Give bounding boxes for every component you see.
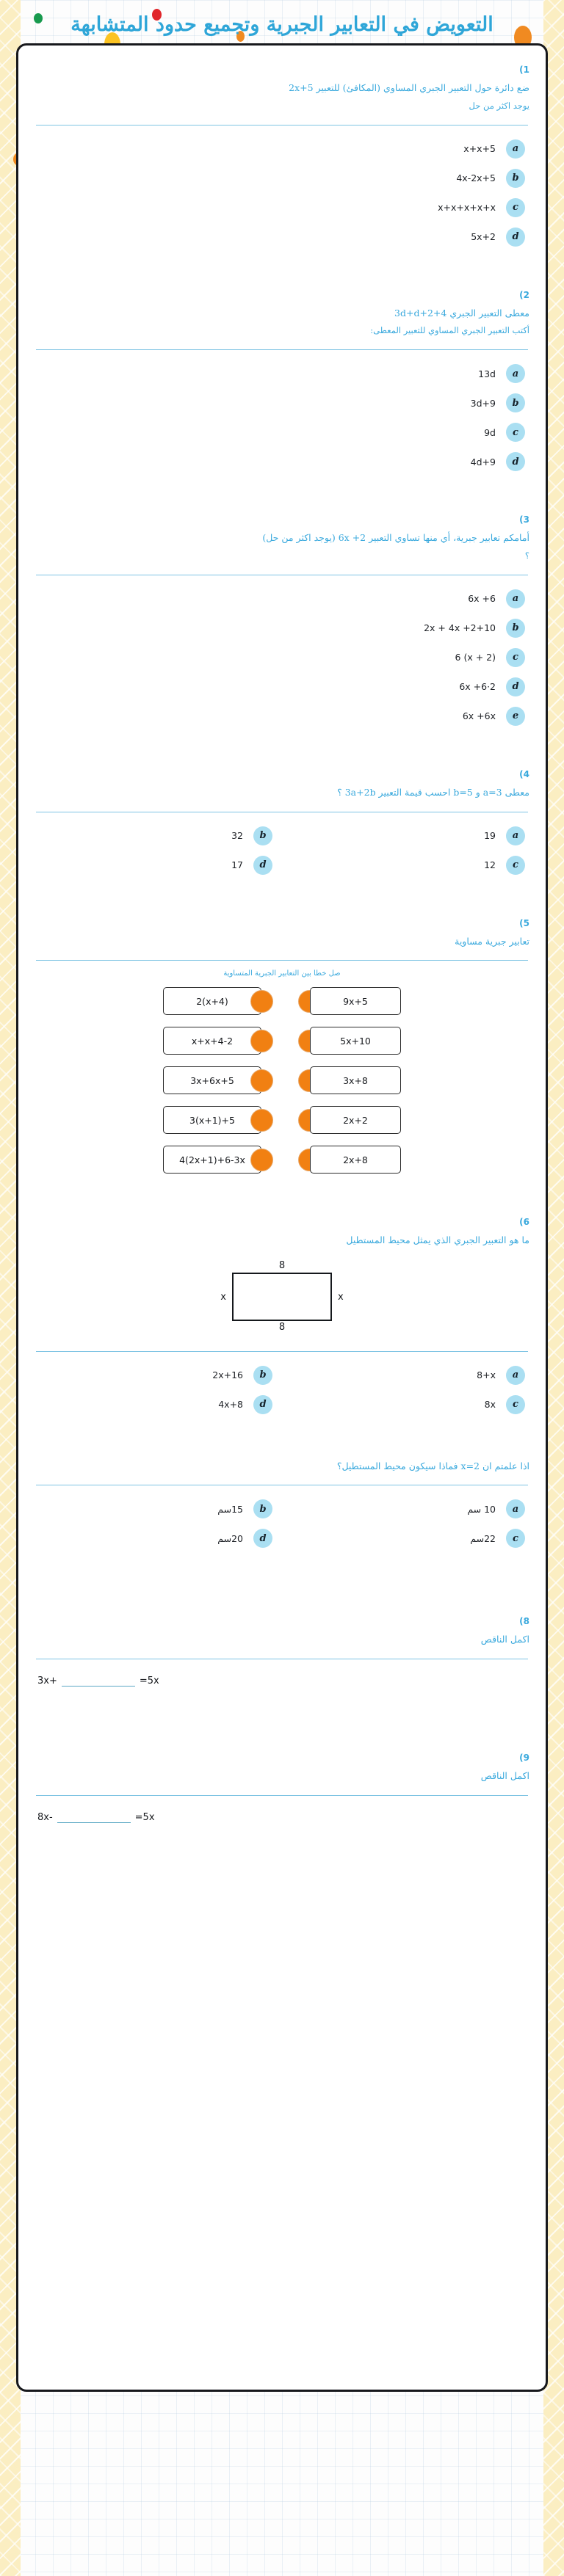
question-number-6: 6) bbox=[519, 1217, 529, 1228]
question-subtext-3: ؟ bbox=[524, 550, 529, 561]
section-divider bbox=[36, 960, 528, 961]
options-list-3 bbox=[32, 584, 532, 731]
question-number-4: 4) bbox=[519, 768, 529, 779]
fill-prefix: 8x- bbox=[37, 1811, 53, 1823]
option-bubble-a[interactable]: a bbox=[506, 364, 525, 383]
option-bubble-b[interactable]: b bbox=[253, 1499, 272, 1518]
option-row[interactable] bbox=[32, 702, 532, 731]
match-box-right[interactable]: 2x+2 bbox=[310, 1106, 401, 1134]
match-connector-dot[interactable] bbox=[250, 1069, 273, 1092]
option-row[interactable] bbox=[32, 193, 532, 222]
matching-area bbox=[32, 985, 532, 1179]
option-label: 4x-2x+5 bbox=[456, 172, 496, 184]
option-label: 15سم bbox=[217, 1503, 243, 1515]
option-row[interactable] bbox=[284, 1494, 532, 1524]
option-row[interactable] bbox=[32, 164, 532, 193]
question-block-3 bbox=[32, 514, 532, 731]
match-column-left bbox=[163, 986, 273, 1174]
fill-blank-input[interactable] bbox=[62, 1676, 135, 1687]
options-list-7 bbox=[32, 1494, 532, 1553]
option-label: x+x+5 bbox=[463, 143, 496, 155]
match-row[interactable] bbox=[298, 1105, 401, 1135]
question-block-8 bbox=[32, 1616, 532, 1689]
options-list-4 bbox=[32, 821, 532, 880]
option-bubble-d[interactable]: d bbox=[506, 228, 525, 247]
option-label: 4x+8 bbox=[218, 1399, 243, 1411]
option-bubble-a[interactable]: a bbox=[506, 589, 525, 608]
option-label: 6x +6 bbox=[468, 593, 496, 605]
fill-blank-input[interactable] bbox=[57, 1812, 131, 1823]
option-bubble-d[interactable]: d bbox=[253, 856, 272, 875]
rectangle-shape bbox=[232, 1273, 332, 1321]
option-label: 8+x bbox=[477, 1369, 496, 1381]
option-label: 32 bbox=[231, 830, 243, 842]
option-bubble-c[interactable]: c bbox=[506, 1529, 525, 1548]
option-row[interactable] bbox=[284, 1361, 532, 1390]
option-bubble-d[interactable]: d bbox=[253, 1395, 272, 1414]
spacer bbox=[32, 1572, 532, 1616]
match-row[interactable] bbox=[163, 1026, 273, 1055]
section-divider bbox=[36, 1351, 528, 1352]
match-connector-dot[interactable] bbox=[250, 990, 273, 1013]
option-row[interactable] bbox=[284, 851, 532, 880]
rectangle-figure bbox=[205, 1258, 359, 1336]
question-text-2: معطى التعبير الجبري 3d+d+2+4 bbox=[394, 307, 529, 319]
spacer bbox=[32, 1198, 532, 1217]
option-bubble-d[interactable]: d bbox=[506, 452, 525, 471]
match-box-left[interactable]: 4(2x+1)+6-3x bbox=[163, 1146, 261, 1174]
match-column-right bbox=[298, 986, 401, 1174]
option-row[interactable] bbox=[32, 418, 532, 447]
question-subtext-1: يوجد اكثر من حل bbox=[469, 100, 529, 111]
question-number-2: 2) bbox=[519, 289, 529, 300]
question-block-4 bbox=[32, 769, 532, 880]
option-bubble-c[interactable]: c bbox=[506, 648, 525, 667]
option-bubble-d[interactable]: d bbox=[506, 677, 525, 696]
question-block-1 bbox=[32, 65, 532, 252]
question-text-9: اكمل الناقص bbox=[480, 1770, 529, 1782]
option-label: 10 سم bbox=[467, 1503, 496, 1515]
option-row[interactable] bbox=[32, 614, 532, 643]
worksheet-header bbox=[0, 0, 564, 43]
match-box-left[interactable]: 2(x+4) bbox=[163, 987, 261, 1015]
rectangle-left-label: x bbox=[220, 1291, 226, 1303]
match-box-right[interactable]: 3x+8 bbox=[310, 1066, 401, 1094]
options-list-1 bbox=[32, 134, 532, 252]
match-instruction: صل خطا بين التعابير الجبرية المتساوية bbox=[223, 969, 341, 978]
option-bubble-b[interactable]: b bbox=[253, 826, 272, 845]
option-label: 17 bbox=[231, 859, 243, 871]
option-label: 22سم bbox=[470, 1532, 496, 1544]
match-row[interactable] bbox=[163, 1145, 273, 1174]
question-block-7 bbox=[32, 1458, 532, 1554]
match-row[interactable] bbox=[298, 1026, 401, 1055]
section-divider bbox=[36, 1795, 528, 1796]
option-bubble-a[interactable]: a bbox=[506, 1499, 525, 1518]
match-box-right[interactable]: 5x+10 bbox=[310, 1027, 401, 1055]
question-number-3: 3) bbox=[519, 514, 529, 525]
question-text-3: أمامكم تعابير جبرية، أي منها تساوي التعبير 2+ 6x (يوجد اكثر من حل) bbox=[262, 532, 529, 544]
question-subtext-2: أكتب التعبير الجبري المساوي للتعبير المعطى: bbox=[370, 325, 529, 336]
match-box-right[interactable]: 2x+8 bbox=[310, 1146, 401, 1174]
match-box-left[interactable]: 3x+6x+5 bbox=[163, 1066, 261, 1094]
match-row[interactable] bbox=[163, 986, 273, 1016]
question-text-6: ما هو التعبير الجبري الذي يمثل محيط المستطيل bbox=[346, 1234, 529, 1246]
option-bubble-e[interactable]: e bbox=[506, 707, 525, 726]
option-label: 20سم bbox=[217, 1532, 243, 1544]
match-connector-dot[interactable] bbox=[250, 1030, 273, 1052]
question-text-8: اكمل الناقص bbox=[480, 1634, 529, 1645]
spacer bbox=[32, 750, 532, 769]
question-number-5: 5) bbox=[519, 917, 529, 928]
match-box-right[interactable]: 9x+5 bbox=[310, 987, 401, 1015]
option-bubble-d[interactable]: d bbox=[253, 1529, 272, 1548]
question-text-7: اذا علمتم ان x=2 فماذا سيكون محيط المستطيل؟ bbox=[336, 1460, 529, 1471]
match-row[interactable] bbox=[298, 986, 401, 1016]
option-row[interactable] bbox=[32, 1361, 280, 1390]
option-label: 6x +6·2 bbox=[459, 681, 496, 693]
worksheet-card bbox=[16, 43, 548, 2392]
question-number-9: 9) bbox=[519, 1753, 529, 1764]
spacer bbox=[32, 271, 532, 290]
question-text-4: معطى a=3 و b=5 احسب قيمة التعبير 3a+2b ؟ bbox=[337, 786, 529, 798]
option-row[interactable] bbox=[32, 1524, 280, 1553]
option-label: 13d bbox=[478, 368, 496, 379]
option-row[interactable] bbox=[32, 851, 280, 880]
match-row[interactable] bbox=[298, 1066, 401, 1095]
option-row[interactable] bbox=[32, 447, 532, 476]
fill-in-row-9 bbox=[32, 1805, 532, 1826]
option-row[interactable] bbox=[32, 643, 532, 672]
rectangle-middle-row bbox=[205, 1273, 359, 1321]
page-title: التعويض في التعابير الجبرية وتجميع حدود المتشابهة bbox=[70, 13, 494, 36]
option-row[interactable] bbox=[284, 1524, 532, 1553]
spacer bbox=[32, 1438, 532, 1458]
option-bubble-c[interactable]: c bbox=[506, 198, 525, 217]
option-bubble-b[interactable]: b bbox=[506, 619, 525, 638]
rectangle-diagram bbox=[32, 1249, 532, 1340]
match-box-left[interactable]: x+x+4-2 bbox=[163, 1027, 261, 1055]
rectangle-top-label: 8 bbox=[278, 1260, 286, 1272]
option-row[interactable] bbox=[32, 821, 280, 851]
fill-suffix: =5x bbox=[139, 1676, 159, 1687]
match-row[interactable] bbox=[163, 1066, 273, 1095]
option-label: 8x bbox=[484, 1399, 496, 1411]
question-number-1: 1) bbox=[519, 65, 529, 76]
option-bubble-c[interactable]: c bbox=[506, 1395, 525, 1414]
question-block-5 bbox=[32, 918, 532, 1179]
option-row[interactable] bbox=[32, 388, 532, 418]
question-text-1: ضع دائرة حول التعبير الجبري المساوي (المكافئ) للتعبير 2x+5 bbox=[289, 82, 529, 94]
option-bubble-c[interactable]: c bbox=[506, 856, 525, 875]
option-row[interactable] bbox=[32, 584, 532, 614]
section-divider bbox=[36, 349, 528, 350]
option-bubble-c[interactable]: c bbox=[506, 423, 525, 442]
match-row[interactable] bbox=[298, 1145, 401, 1174]
option-row[interactable] bbox=[32, 359, 532, 388]
option-row[interactable] bbox=[32, 222, 532, 252]
option-label: 2x + 4x +2+10 bbox=[424, 622, 496, 634]
option-bubble-a[interactable]: a bbox=[506, 139, 525, 159]
rectangle-right-label: x bbox=[338, 1291, 344, 1303]
option-label: 2x+16 bbox=[212, 1369, 243, 1381]
option-bubble-a[interactable]: a bbox=[506, 826, 525, 845]
spacer bbox=[32, 899, 532, 918]
option-label: 9d bbox=[484, 426, 496, 438]
match-connector-dot[interactable] bbox=[250, 1149, 273, 1171]
option-label: x+x+x+x+x bbox=[438, 202, 496, 214]
question-number-8: 8) bbox=[519, 1616, 529, 1627]
options-list-6 bbox=[32, 1361, 532, 1419]
rectangle-bottom-label: 8 bbox=[278, 1322, 286, 1334]
spacer bbox=[32, 1709, 532, 1753]
option-label: 6 (x + 2) bbox=[455, 652, 496, 663]
spacer bbox=[32, 495, 532, 514]
options-list-2 bbox=[32, 359, 532, 476]
option-bubble-a[interactable]: a bbox=[506, 1366, 525, 1385]
option-label: 3d+9 bbox=[470, 397, 496, 409]
question-block-9 bbox=[32, 1753, 532, 1826]
option-row[interactable] bbox=[284, 1390, 532, 1419]
option-label: 6x +6x bbox=[462, 710, 496, 722]
option-bubble-b[interactable]: b bbox=[506, 393, 525, 412]
fill-prefix: 3x+ bbox=[37, 1676, 57, 1687]
fill-in-row-8 bbox=[32, 1668, 532, 1689]
option-row[interactable] bbox=[32, 672, 532, 702]
fill-suffix: =5x bbox=[134, 1811, 155, 1823]
option-bubble-b[interactable]: b bbox=[506, 169, 525, 188]
option-bubble-b[interactable]: b bbox=[253, 1366, 272, 1385]
question-text-5: تعابير جبرية مساوية bbox=[455, 935, 529, 947]
match-connector-dot[interactable] bbox=[250, 1109, 273, 1132]
option-label: 5x+2 bbox=[471, 231, 496, 243]
question-block-6 bbox=[32, 1217, 532, 1419]
option-label: 4d+9 bbox=[470, 456, 496, 467]
match-box-left[interactable]: 3(x+1)+5 bbox=[163, 1106, 261, 1134]
option-row[interactable] bbox=[284, 821, 532, 851]
option-row[interactable] bbox=[32, 1390, 280, 1419]
match-row[interactable] bbox=[163, 1105, 273, 1135]
option-label: 19 bbox=[484, 830, 496, 842]
option-row[interactable] bbox=[32, 1494, 280, 1524]
option-label: 12 bbox=[484, 859, 496, 871]
option-row[interactable] bbox=[32, 134, 532, 164]
question-block-2 bbox=[32, 290, 532, 477]
